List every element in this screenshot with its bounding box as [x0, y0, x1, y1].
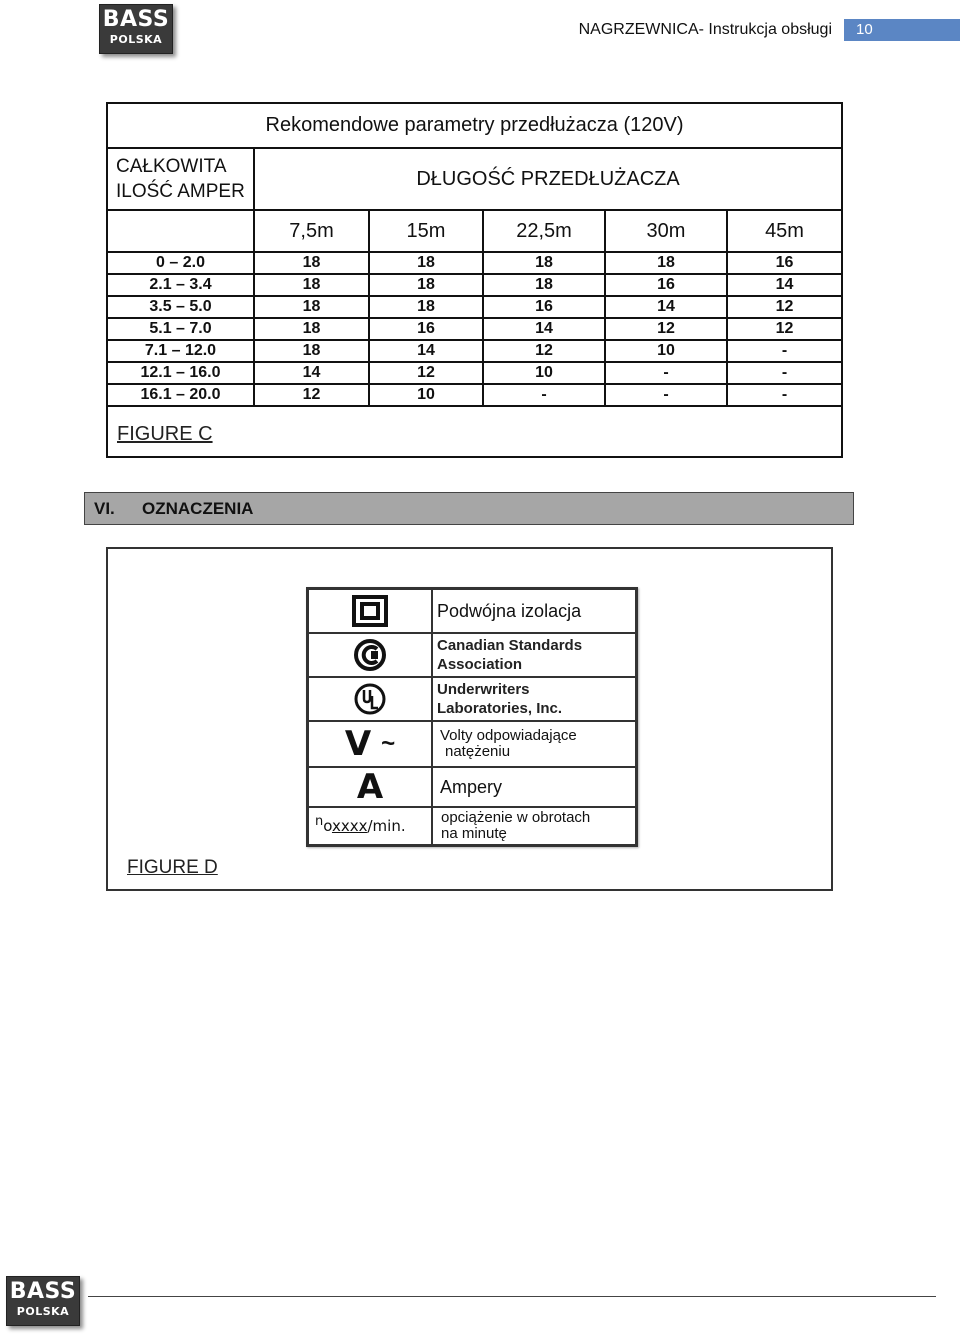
gauge-cell: 12 — [727, 318, 841, 340]
gauge-cell: 18 — [605, 252, 727, 274]
amp-range-cell: 16.1 – 20.0 — [108, 384, 254, 406]
gauge-cell: - — [727, 340, 841, 362]
csa-label-line2: Association — [437, 656, 523, 673]
footer-logo-main-text: BASS — [9, 1279, 77, 1304]
table-row — [108, 362, 841, 384]
footer-divider — [88, 1296, 936, 1297]
gauge-cell: 10 — [605, 340, 727, 362]
amp-range-cell: 5.1 – 7.0 — [108, 318, 254, 340]
amp-range-cell: 0 – 2.0 — [108, 252, 254, 274]
total-amp-header — [108, 148, 254, 210]
length-header-cell: 45m — [727, 210, 841, 252]
page-number: 10 — [844, 19, 960, 41]
gauge-cell: 14 — [483, 318, 605, 340]
volts-label-line1: Volty odpowiadające — [440, 727, 577, 744]
table-title: Rekomendowe parametry przedłużacza (120V) — [108, 104, 841, 148]
table-row — [108, 340, 841, 362]
rpm-unit: /min. — [367, 817, 406, 835]
gauge-cell: 18 — [254, 296, 369, 318]
amps-letter: A — [356, 767, 384, 807]
gauge-cell: - — [727, 362, 841, 384]
gauge-cell: 18 — [254, 274, 369, 296]
gauge-cell: 18 — [369, 274, 483, 296]
csa-label-line1: Canadian Standards — [437, 637, 583, 654]
figure-c-label: FIGURE C — [117, 423, 213, 445]
amp-range-cell: 3.5 – 5.0 — [108, 296, 254, 318]
amps-label: Ampery — [440, 776, 503, 797]
gauge-cell: 14 — [369, 340, 483, 362]
double-insulation-icon — [309, 590, 433, 632]
gauge-cell: 10 — [369, 384, 483, 406]
total-amp-header-line2: ILOŚĆ AMPER — [116, 181, 245, 202]
amp-range-cell: 12.1 – 16.0 — [108, 362, 254, 384]
section-header — [84, 492, 854, 525]
table-row — [108, 252, 841, 274]
ul-icon — [309, 678, 433, 720]
symbol-row — [309, 634, 635, 678]
section-number: VI. — [94, 499, 115, 518]
gauge-cell: - — [483, 384, 605, 406]
document-title: NAGRZEWNICA- Instrukcja obsługi — [578, 21, 832, 38]
section-title: OZNACZENIA — [142, 499, 254, 518]
symbol-row — [309, 678, 635, 722]
amp-range-cell: 2.1 – 3.4 — [108, 274, 254, 296]
table-row — [108, 296, 841, 318]
figure-d-label: FIGURE D — [127, 857, 218, 878]
gauge-cell: 12 — [483, 340, 605, 362]
volts-label-line2: natężeniu — [445, 743, 511, 760]
gauge-cell: 16 — [605, 274, 727, 296]
rpm-label-line2: na minutę — [441, 825, 507, 842]
double-insulation-label: Podwójna izolacja — [437, 600, 582, 621]
symbol-row — [309, 722, 635, 768]
rpm-n: n — [315, 814, 324, 829]
logo-main-text: BASS — [102, 7, 170, 32]
logo-sub-text: POLSKA — [109, 33, 163, 46]
gauge-cell: - — [605, 362, 727, 384]
length-header-cell: 7,5m — [254, 210, 369, 252]
empty-corner-cell — [108, 210, 254, 252]
volts-symbol — [309, 722, 433, 766]
gauge-cell: 14 — [727, 274, 841, 296]
gauge-cell: - — [727, 384, 841, 406]
total-amp-header-line1: CAŁKOWITA — [116, 156, 227, 177]
amp-range-cell: 7.1 – 12.0 — [108, 340, 254, 362]
gauge-cell: 18 — [254, 340, 369, 362]
length-header-cell: 30m — [605, 210, 727, 252]
gauge-cell: 18 — [483, 274, 605, 296]
symbol-row — [309, 808, 635, 844]
gauge-cell: 18 — [254, 252, 369, 274]
gauge-cell: 16 — [483, 296, 605, 318]
gauge-cell: 12 — [369, 362, 483, 384]
tilde-icon: ~ — [381, 730, 396, 757]
cord-length-header: DŁUGOŚĆ PRZEDŁUŻACZA — [254, 148, 841, 210]
amps-symbol — [309, 768, 433, 806]
table-row — [108, 274, 841, 296]
gauge-cell: 14 — [605, 296, 727, 318]
gauge-cell: 14 — [254, 362, 369, 384]
ul-label-line1: Underwriters — [437, 681, 530, 698]
rpm-o: o — [323, 817, 332, 835]
table-row — [108, 384, 841, 406]
gauge-cell: 18 — [254, 318, 369, 340]
ul-label-line2: Laboratories, Inc. — [437, 700, 563, 717]
gauge-cell: 16 — [727, 252, 841, 274]
length-header-cell: 15m — [369, 210, 483, 252]
gauge-cell: 12 — [254, 384, 369, 406]
figure-c-extension-cord-table — [106, 102, 843, 458]
symbol-row — [309, 590, 635, 634]
gauge-cell: 18 — [369, 296, 483, 318]
gauge-cell: 12 — [605, 318, 727, 340]
rpm-label-line1: opciążenie w obrotach — [441, 809, 591, 826]
rpm-text — [315, 814, 406, 835]
table-row — [108, 318, 841, 340]
gauge-cell: 16 — [369, 318, 483, 340]
csa-icon — [309, 634, 433, 676]
bass-logo-footer — [6, 1276, 80, 1326]
gauge-cell: 12 — [727, 296, 841, 318]
footer-logo-sub-text: POLSKA — [16, 1305, 70, 1318]
bass-logo — [99, 4, 173, 54]
extension-cord-table — [108, 104, 841, 407]
volts-letter: V — [344, 724, 372, 764]
symbols-table — [306, 587, 638, 847]
gauge-cell: - — [605, 384, 727, 406]
length-header-cell: 22,5m — [483, 210, 605, 252]
figure-d-symbols — [106, 547, 833, 891]
symbol-row — [309, 768, 635, 808]
rpm-xxxx: xxxx — [331, 817, 368, 835]
gauge-cell: 18 — [369, 252, 483, 274]
gauge-cell: 18 — [483, 252, 605, 274]
gauge-cell: 10 — [483, 362, 605, 384]
rpm-symbol — [309, 808, 433, 844]
